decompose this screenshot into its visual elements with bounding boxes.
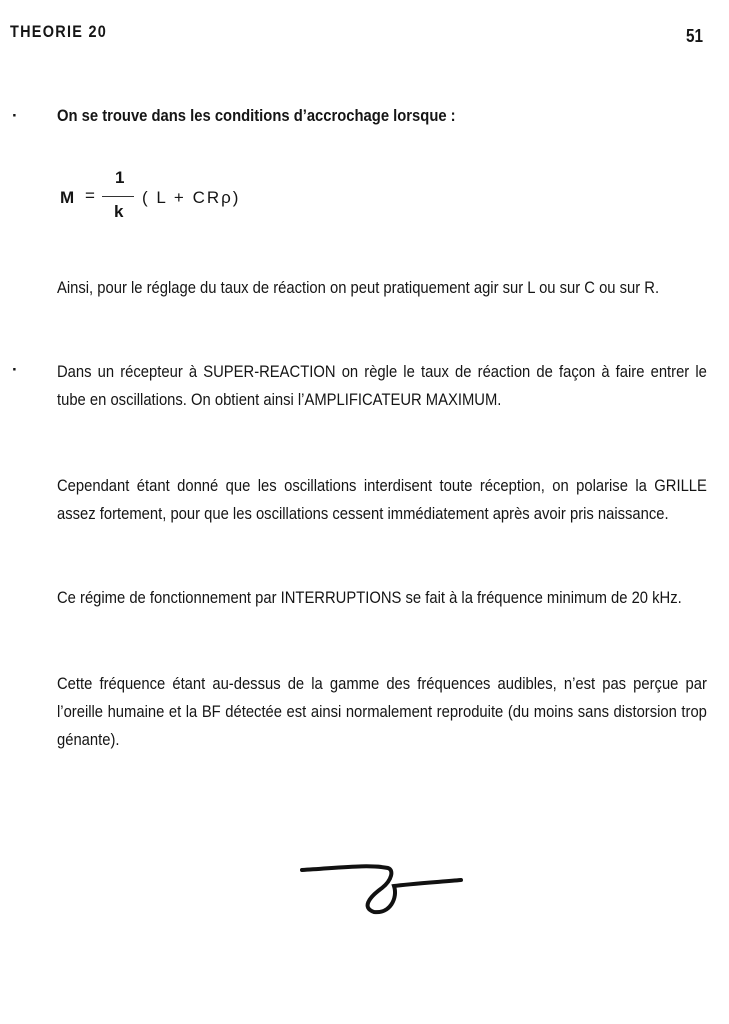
formula-numerator: 1 xyxy=(115,168,125,187)
paragraph xyxy=(57,670,707,754)
paragraph xyxy=(57,274,707,302)
bullet-marker: · xyxy=(12,360,18,379)
running-header: THEORIE 20 xyxy=(10,22,108,41)
formula-lhs: M xyxy=(60,188,75,207)
fraction-bar xyxy=(102,196,134,197)
signature-stroke xyxy=(302,866,461,912)
page-number: 51 xyxy=(685,26,703,46)
formula-equals: = xyxy=(85,186,95,205)
intro-paragraph xyxy=(57,102,707,130)
paragraph xyxy=(57,358,707,414)
bullet-marker: · xyxy=(12,106,18,125)
paragraph xyxy=(57,584,707,612)
formula-expression: ( L + CRρ) xyxy=(142,188,241,207)
paragraph-text: Cependant étant donné que les oscillations interdisent toute réception, on polarise la GRILLE assez fortement, pour que les oscillations cessent immédiatement après avoir pris naissance. xyxy=(57,476,707,523)
paragraph-text: Ainsi, pour le réglage du taux de réaction on peut pratiquement agir sur L ou sur C ou sur R. xyxy=(57,278,660,297)
paragraph-text: Cette fréquence étant au-dessus de la gamme des fréquences audibles, n’est pas perçue par l’oreille humaine et la BF détectée est ainsi normalement reproduite (du moins sans distorsion trop génante). xyxy=(57,674,707,749)
intro-text: On se trouve dans les conditions d’accrochage lorsque : xyxy=(57,106,456,125)
formula-denominator: k xyxy=(114,202,124,221)
paragraph-text: Dans un récepteur à SUPER-REACTION on règle le taux de réaction de façon à faire entrer le tube en oscillations. On obtient ainsi l’AMPLIFICATEUR MAXIMUM. xyxy=(57,362,707,409)
paragraph xyxy=(57,472,707,528)
formula xyxy=(60,168,360,228)
handwritten-signature xyxy=(298,858,468,918)
paragraph-text: Ce régime de fonctionnement par INTERRUPTIONS se fait à la fréquence minimum de 20 kHz. xyxy=(57,588,682,607)
